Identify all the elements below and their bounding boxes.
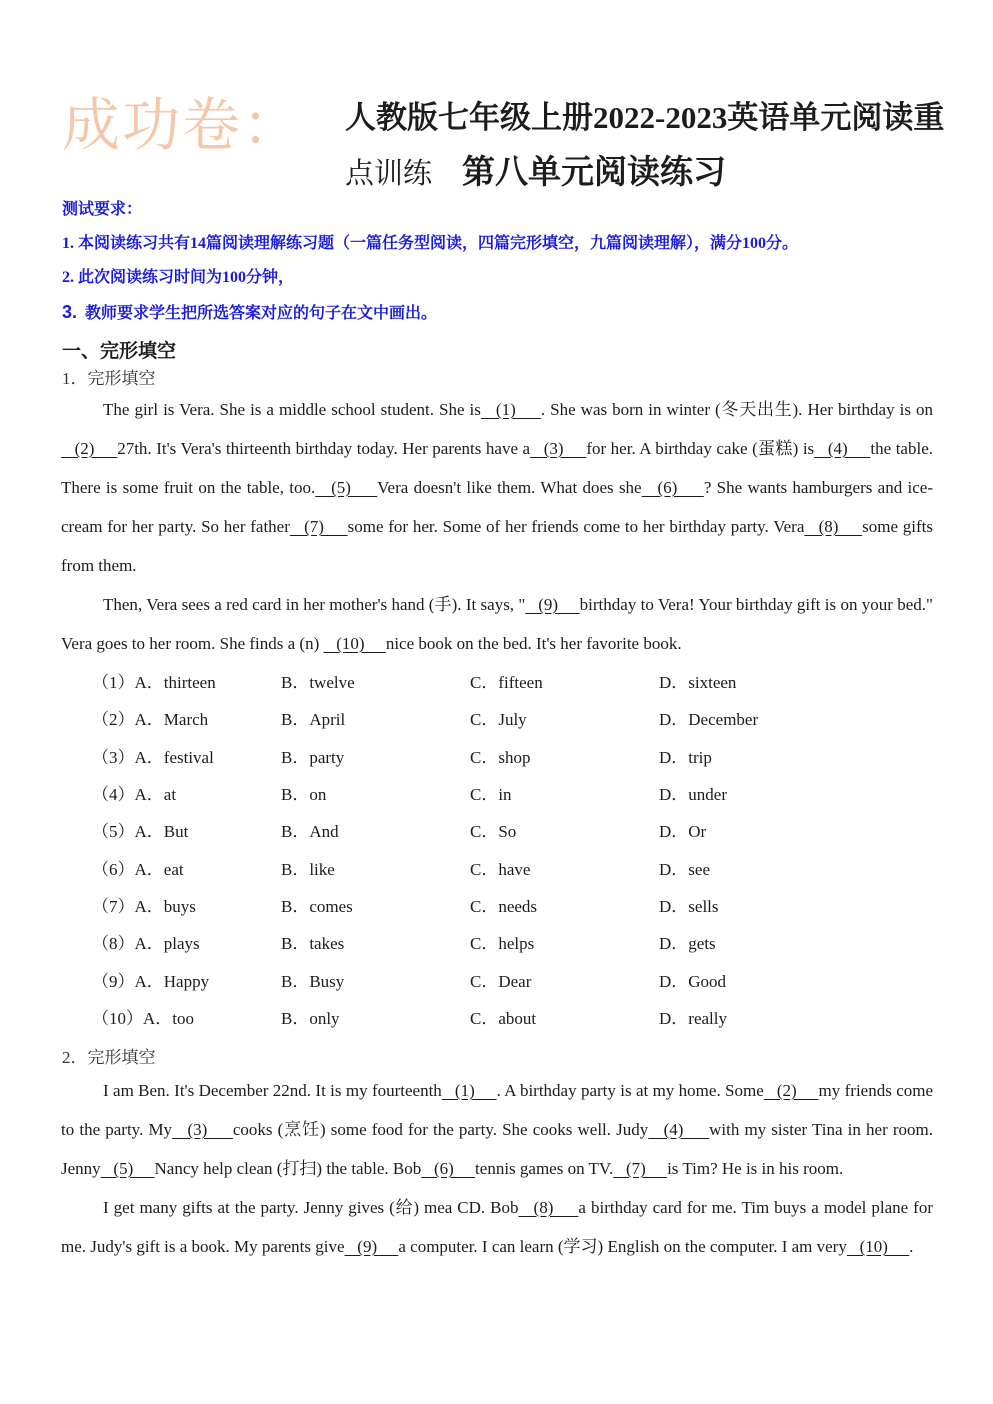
option-b[interactable]: B．April (281, 710, 346, 730)
passage-text: a computer. I can learn (学习) English on the computer. I am very (398, 1237, 847, 1256)
option-c[interactable]: C．about (470, 1008, 537, 1028)
passage-text: I am Ben. It's December 22nd. It is my fourteenth (103, 1081, 442, 1100)
option-d[interactable]: D．really (659, 1008, 727, 1028)
blank: (2) (763, 1081, 819, 1100)
option-a[interactable]: （3）A．festival (92, 747, 214, 767)
option-b[interactable]: B．comes (281, 896, 353, 916)
passage-text: 27th. It's Vera's thirteenth birthday today. Her parents have a (117, 439, 531, 458)
option-row (92, 811, 912, 848)
option-a[interactable]: （8）A．plays (92, 934, 200, 954)
requirements-heading: 测试要求： (62, 201, 143, 218)
option-d[interactable]: D．trip (659, 747, 712, 767)
option-a[interactable]: （2）A．March (92, 710, 209, 730)
passage-text: the table. There is some fruit on the table, too. (61, 439, 933, 497)
blank: (6) (641, 478, 704, 497)
passage-text: . (909, 1237, 914, 1256)
passage-text: with my sister Tina in her room. Jenny (61, 1120, 933, 1178)
option-row (92, 662, 912, 699)
blank: (1) (441, 1081, 497, 1100)
passage-text: . She was born in winter (冬天出生). Her birthday is on (540, 400, 933, 419)
option-c[interactable]: C．in (470, 785, 512, 805)
blank: (5) (315, 478, 378, 497)
requirement-item-3-number: 3. (62, 302, 78, 322)
blank: (10) (846, 1237, 910, 1256)
document-title: 人教版七年级上册2022-2023英语单元阅读重 (345, 100, 945, 135)
option-c[interactable]: C．shop (470, 747, 531, 767)
blank: (4) (814, 439, 871, 458)
blank: (5) (100, 1159, 155, 1178)
option-row (92, 848, 912, 885)
option-b[interactable]: B．twelve (281, 673, 355, 693)
passage-text: is Tim? He is in his room. (667, 1159, 844, 1178)
requirement-item-2: 2. 此次阅读练习时间为100分钟， (62, 269, 295, 286)
option-d[interactable]: D．gets (659, 934, 716, 954)
blank: (3) (530, 439, 587, 458)
option-c[interactable]: C．fifteen (470, 673, 543, 693)
subtitle-prefix: 点训练 (345, 158, 433, 190)
option-row (92, 699, 912, 736)
option-a[interactable]: （9）A．Happy (92, 971, 210, 991)
option-b[interactable]: B．like (281, 859, 335, 879)
option-row (92, 774, 912, 811)
option-d[interactable]: D．Or (659, 822, 707, 842)
blank: (8) (804, 517, 863, 536)
question-2-label: 2．完形填空 (62, 1048, 156, 1067)
option-a[interactable]: （5）A．But (92, 822, 189, 842)
blank: (7) (289, 517, 348, 536)
passage-paragraph (61, 585, 933, 663)
passage-text: tennis games on TV. (475, 1159, 614, 1178)
passage-paragraph (61, 1071, 933, 1188)
blank: (3) (172, 1120, 233, 1139)
section-heading-cloze: 一、完形填空 (62, 341, 177, 362)
passage-text: birthday to Vera! Your birthday gift is on your bed." Vera goes to her room. She finds a (n) (61, 595, 933, 653)
requirement-item-1: 1. 本阅读练习共有14篇阅读理解练习题（一篇任务型阅读，四篇完形填空，九篇阅读理解），满分100分。 (62, 235, 799, 252)
question-1-label: 1．完形填空 (62, 369, 156, 388)
option-b[interactable]: B．on (281, 785, 327, 805)
passage-text: I get many gifts at the party. Jenny gives (给) mea CD. Bob (103, 1198, 519, 1217)
passage-text: cooks (烹饪) some food for the party. She cooks well. Judy (232, 1120, 649, 1139)
requirement-item-3-text: 教师要求学生把所选答案对应的句子在文中画出。 (85, 305, 438, 322)
option-row (92, 923, 912, 960)
passage-paragraph (61, 1188, 933, 1266)
blank: (9) (525, 595, 580, 614)
watermark-stamp: 成功卷： (62, 91, 303, 159)
option-d[interactable]: D．sells (659, 896, 719, 916)
blank: (7) (613, 1159, 668, 1178)
passage-text: nice book on the bed. It's her favorite book. (385, 634, 682, 653)
option-row (92, 998, 912, 1035)
option-d[interactable]: D．see (659, 859, 710, 879)
passage-text: for her. A birthday cake (蛋糕) is (586, 439, 815, 458)
option-c[interactable]: C．have (470, 859, 531, 879)
passage-text: . A birthday party is at my home. Some (496, 1081, 764, 1100)
question-1-passage (61, 390, 933, 663)
option-c[interactable]: C．July (470, 710, 527, 730)
blank: (2) (61, 439, 118, 458)
blank: (10) (323, 634, 386, 653)
option-a[interactable]: （1）A．thirteen (92, 673, 216, 693)
option-b[interactable]: B．And (281, 822, 339, 842)
option-row (92, 960, 912, 997)
passage-text: Vera doesn't like them. What does she (377, 478, 642, 497)
option-a[interactable]: （7）A．buys (92, 896, 196, 916)
option-d[interactable]: D．December (659, 710, 759, 730)
question-2-passage (61, 1071, 933, 1266)
option-d[interactable]: D．Good (659, 971, 727, 991)
option-a[interactable]: （10）A．too (92, 1008, 194, 1028)
passage-text: a birthday card for me. Tim buys a model plane for me. Judy's gift is a book. My parents give (61, 1198, 934, 1256)
passage-text: some for her. Some of her friends come to her birthday party. Vera (347, 517, 805, 536)
option-a[interactable]: （4）A．at (92, 785, 177, 805)
blank: (9) (344, 1237, 399, 1256)
option-c[interactable]: C．helps (470, 934, 535, 954)
option-b[interactable]: B．only (281, 1008, 340, 1028)
passage-text: Then, Vera sees a red card in her mother's hand (手). It says, " (103, 595, 526, 614)
option-c[interactable]: C．So (470, 822, 517, 842)
passage-text: some gifts from them. (61, 517, 933, 575)
option-row (92, 737, 912, 774)
passage-text: Nancy help clean (打扫) the table. Bob (154, 1159, 422, 1178)
blank: (6) (421, 1159, 476, 1178)
option-c[interactable]: C．Dear (470, 971, 532, 991)
passage-text: The girl is Vera. She is a middle school student. She is (103, 400, 481, 419)
option-b[interactable]: B．Busy (281, 971, 345, 991)
unit-title: 第八单元阅读练习 (462, 152, 727, 191)
option-row (92, 886, 912, 923)
option-c[interactable]: C．needs (470, 896, 538, 916)
question-1-options (92, 662, 912, 1035)
option-d[interactable]: D．sixteen (659, 673, 737, 693)
passage-paragraph (61, 390, 933, 585)
blank: (8) (518, 1198, 579, 1217)
option-d[interactable]: D．under (659, 785, 727, 805)
blank: (1) (480, 400, 541, 419)
requirement-item-3 (62, 300, 437, 323)
passage-text: my friends come to the party. My (61, 1081, 934, 1139)
option-b[interactable]: B．party (281, 747, 345, 767)
blank: (4) (648, 1120, 710, 1139)
option-a[interactable]: （6）A．eat (92, 859, 184, 879)
option-b[interactable]: B．takes (281, 934, 345, 954)
passage-text: ? She wants hamburgers and ice-cream for her party. So her father (61, 478, 933, 536)
document-subtitle (345, 146, 726, 193)
